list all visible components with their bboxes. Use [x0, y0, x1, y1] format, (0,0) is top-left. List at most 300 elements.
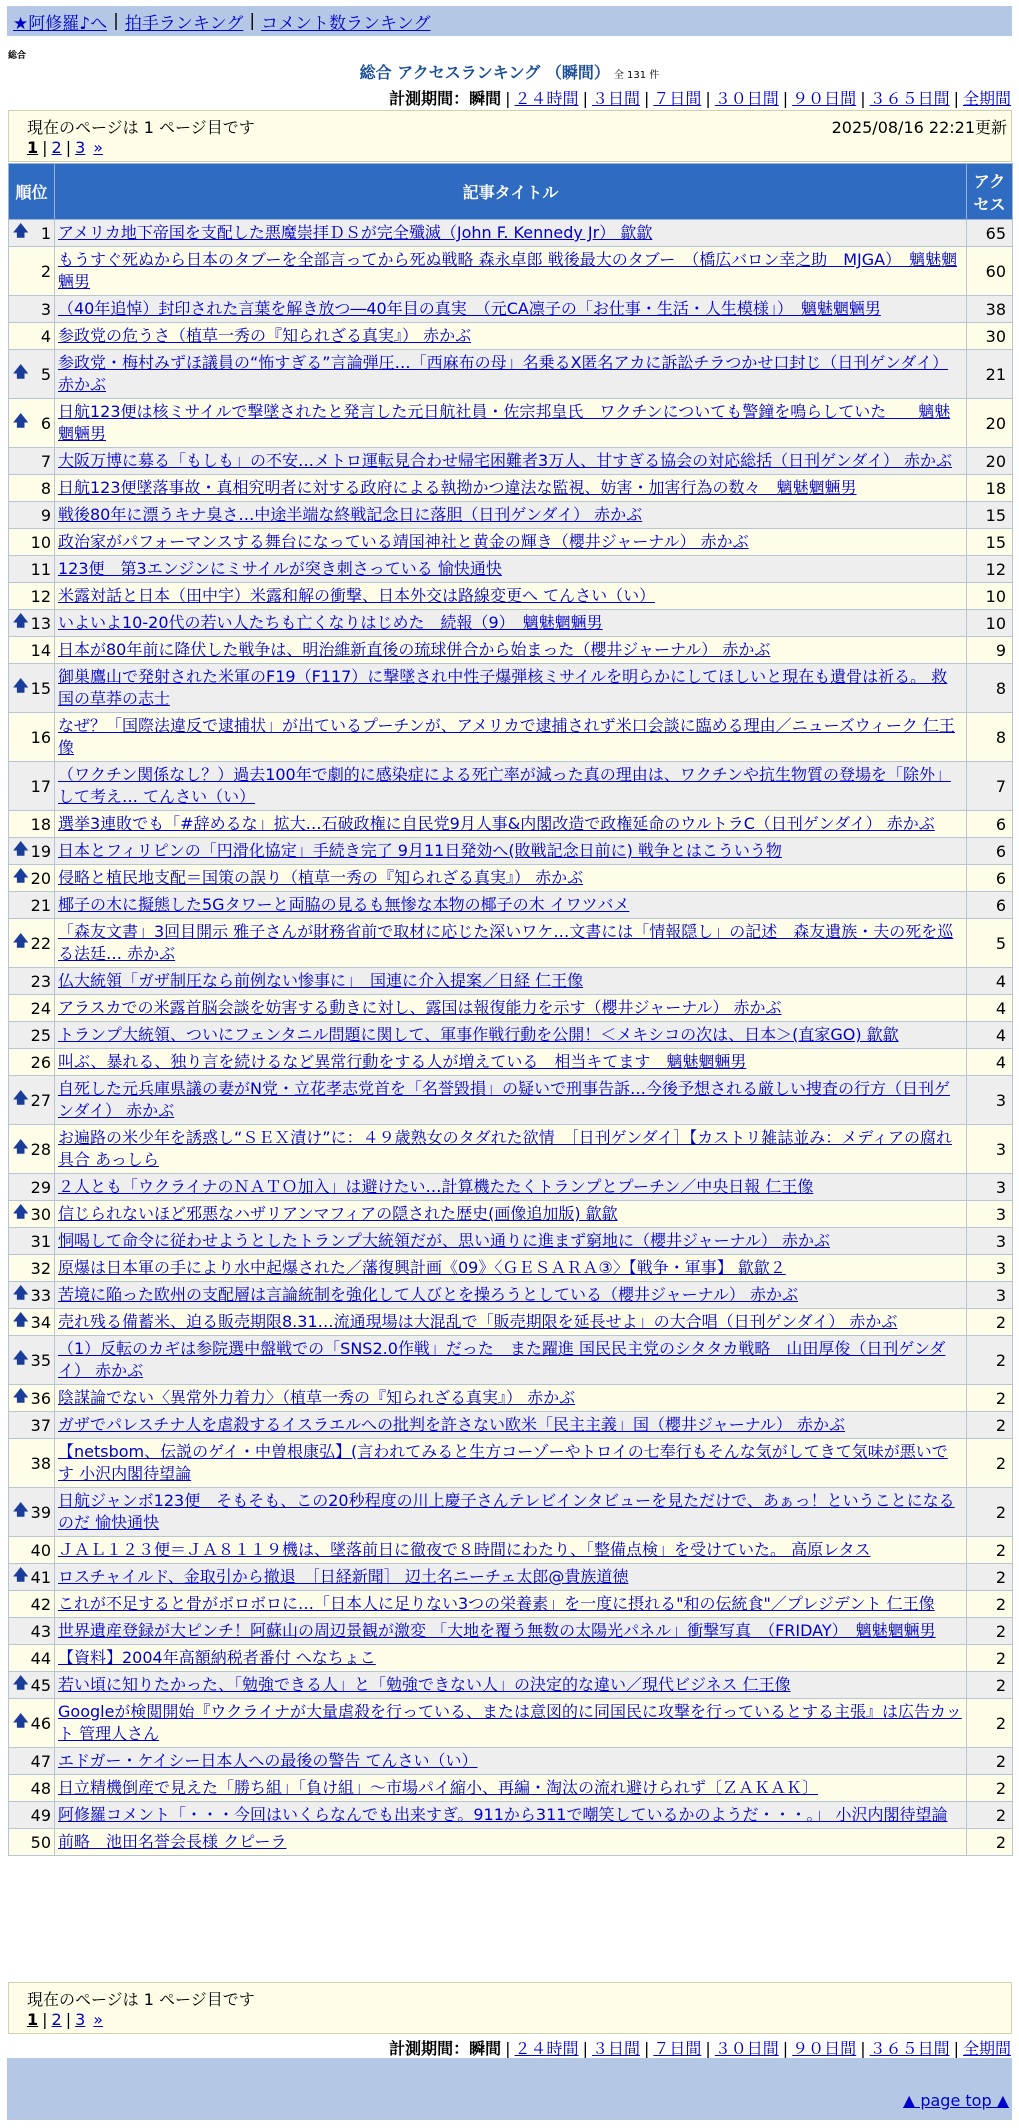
access-count: 2: [967, 1412, 1013, 1439]
article-link[interactable]: 仏大統領「ガザ制圧なら前例ない惨事に」 国連に介入提案／日経 仁王像: [58, 971, 584, 990]
article-link[interactable]: 123便 第3エンジンにミサイルが突き刺さっている 愉快通快: [58, 559, 502, 578]
page-separator: |: [65, 138, 72, 157]
access-count: 2: [967, 1618, 1013, 1645]
rank-up-arrow-icon: 🡅: [13, 1088, 29, 1107]
rank-cell: [9, 762, 55, 811]
table-row: [9, 865, 1013, 892]
page-links: [27, 2010, 103, 2029]
access-count: 3: [967, 1228, 1013, 1255]
table-row: [9, 713, 1013, 762]
article-link[interactable]: ガザでパレスチナ人を虐殺するイスラエルへの批判を許さない欧米「民主主義」国（櫻井ジャーナル） 赤かぶ: [58, 1415, 846, 1434]
article-link[interactable]: （ワクチン関係なし？）過去100年で劇的に感染症による死亡率が減った真の理由は、ワクチンや抗生物質の登場を「除外」して考え… てんさい（い）: [58, 765, 951, 806]
title-cell: [55, 1282, 967, 1309]
rank-cell: [9, 247, 55, 296]
access-count: 3: [967, 1076, 1013, 1125]
article-link[interactable]: 世界遺産登録が大ピンチ！阿蘇山の周辺景観が激変 「大地を覆う無数の太陽光パネル」衝撃写真 （FRIDAY） 魑魅魍魎男: [58, 1621, 936, 1640]
next-page-link[interactable]: »: [93, 2010, 104, 2029]
title-cell: [55, 1802, 967, 1829]
article-link[interactable]: （1）反転のカギは参院選中盤戦での「SNS2.0作戦」だった また躍進 国民民主党のシタタカ戦略 山田厚俊（日刊ゲンダイ） 赤かぶ: [58, 1339, 946, 1380]
rank-cell: [9, 1282, 55, 1309]
period-option-link[interactable]: 全期間: [962, 89, 1011, 108]
nav-separator: |: [249, 11, 256, 31]
rank-up-arrow-icon: 🡅: [13, 611, 29, 630]
article-link[interactable]: 信じられないほど邪悪なハザリアンマフィアの隠された歴史(画像追加版) 歙歙: [58, 1204, 618, 1223]
table-row: [9, 475, 1013, 502]
period-separator: |: [860, 89, 866, 108]
article-link[interactable]: （40年追悼）封印された言葉を解き放つ―40年目の真実 （元CA凛子の「お仕事・生活・人生模様」） 魑魅魍魎男: [58, 299, 881, 318]
rank-number: 40: [30, 1540, 51, 1560]
article-link[interactable]: 椰子の木に擬態した5Gタワーと両脇の見るも無惨な本物の椰子の木 イワツバメ: [58, 895, 630, 914]
rank-number: 15: [30, 678, 51, 698]
title-cell: [55, 995, 967, 1022]
table-row: [9, 502, 1013, 529]
rank-number: 6: [40, 413, 51, 433]
table-row: [9, 1591, 1013, 1618]
article-link[interactable]: アラスカでの米露首脳会談を妨害する動きに対し、露国は報復能力を示す（櫻井ジャーナル） 赤かぶ: [58, 998, 782, 1017]
article-link[interactable]: 【資料】2004年高額納税者番付 へなちょこ: [58, 1648, 376, 1667]
category-label: 総合: [8, 51, 27, 61]
access-count: 4: [967, 1049, 1013, 1076]
table-row: [9, 220, 1013, 247]
access-count: 2: [967, 1591, 1013, 1618]
rank-number: 50: [30, 1832, 51, 1852]
article-link[interactable]: 選挙3連敗でも「#辞めるな」拡大…石破政権に自民党9月人事&内閣改造で政権延命のウルトラC（日刊ゲンダイ） 赤かぶ: [58, 814, 935, 833]
page-current: 1: [27, 2010, 39, 2029]
rank-number: 35: [30, 1350, 51, 1370]
table-row: [9, 1488, 1013, 1537]
title-cell: [55, 583, 967, 610]
rank-number: 4: [40, 326, 51, 346]
article-link[interactable]: トランプ大統領、ついにフェンタニル問題に関して、軍事作戦行動を公開！＜メキシコの次は、日本＞(直家GO) 歙歙: [58, 1025, 899, 1044]
rank-up-arrow-icon: 🡅: [13, 676, 29, 695]
title-cell: [55, 1201, 967, 1228]
rank-cell: [9, 448, 55, 475]
article-link[interactable]: アメリカ地下帝国を支配した悪魔崇拝ＤＳが完全殲滅（John F. Kennedy Jr） 歙歙: [58, 223, 653, 242]
access-count: 6: [967, 838, 1013, 865]
title-cell: [55, 1618, 967, 1645]
rank-number: 18: [30, 814, 51, 834]
rank-cell: [9, 556, 55, 583]
period-separator: |: [582, 2039, 588, 2058]
period-option-current: 瞬間: [469, 89, 502, 108]
current-page-text: 現在のページは 1 ページ目です: [27, 118, 255, 137]
table-row: [9, 247, 1013, 296]
rank-number: 32: [30, 1258, 51, 1278]
period-separator: |: [705, 89, 711, 108]
article-link[interactable]: 若い頃に知りたかった、「勉強できる人」と「勉強できない人」の決定的な違い／現代ビジネス 仁王像: [58, 1675, 791, 1694]
article-link[interactable]: 陰謀論でない〈異常外力着力〉（植草一秀の『知られざる真実』） 赤かぶ: [58, 1388, 576, 1407]
access-count: 2: [967, 1775, 1013, 1802]
period-separator: |: [643, 89, 650, 108]
article-link[interactable]: 日立精機倒産で見えた「勝ち組」「負け組」～市場パイ縮小、再編・淘汰の流れ避けられず〔ＺＡＫＡＫ〕: [58, 1778, 819, 1797]
period-separator: |: [505, 89, 511, 108]
access-count: 2: [967, 1672, 1013, 1699]
period-option-link[interactable]: ３日間: [591, 2039, 640, 2058]
table-row: [9, 1228, 1013, 1255]
article-link[interactable]: ２人とも「ウクライナのＮＡＴＯ加入」は避けたい…計算機たたくトランプとプーチン／中央日報 仁王像: [58, 1177, 814, 1196]
article-link[interactable]: 日本が80年前に降伏した戦争は、明治維新直後の琉球併合から始まった（櫻井ジャーナル） 赤かぶ: [58, 640, 771, 659]
rank-cell: [9, 838, 55, 865]
period-option-link[interactable]: ３日間: [591, 89, 640, 108]
access-count: 2: [967, 1336, 1013, 1385]
rank-cell: [9, 1488, 55, 1537]
title-cell: [55, 502, 967, 529]
period-separator: |: [953, 89, 959, 108]
table-row: [9, 811, 1013, 838]
period-option-link[interactable]: ３６５日間: [869, 89, 950, 108]
rank-number: 25: [30, 1025, 51, 1045]
rank-cell: [9, 1336, 55, 1385]
rank-cell: [9, 583, 55, 610]
access-count: 15: [967, 502, 1013, 529]
table-row: [9, 1385, 1013, 1412]
table-row: [9, 1022, 1013, 1049]
rank-number: 36: [30, 1388, 51, 1408]
home-link[interactable]: ★阿修羅♪へ: [13, 13, 108, 34]
nav-separator: |: [113, 11, 119, 31]
title-cell: [55, 811, 967, 838]
access-count: 3: [967, 1201, 1013, 1228]
table-row: [9, 448, 1013, 475]
article-link[interactable]: お遍路の米少年を誘惑し“ＳＥＸ漬け”に：４９歳熟女のタダれた欲情 ［日刊ゲンダイ］【カストリ雑誌並み：メディアの腐れ具合 あっしら: [58, 1128, 953, 1169]
table-row: [9, 995, 1013, 1022]
access-count: 2: [967, 1802, 1013, 1829]
rank-up-arrow-icon: 🡅: [13, 1348, 29, 1367]
article-link[interactable]: 【netsbom、伝説のゲイ・中曽根康弘】(言われてみると生方コーゾーやトロイの七奉行もそんな気がしてきて気味が悪いです 小沢内閣待望論: [58, 1442, 948, 1483]
rank-up-arrow-icon: 🡅: [13, 1673, 29, 1692]
rank-cell: [9, 713, 55, 762]
access-count: 9: [967, 637, 1013, 664]
rank-number: 22: [30, 933, 51, 953]
article-link[interactable]: 参政党・梅村みずほ議員の“怖すぎる”言論弾圧…「西麻布の母」名乗るX匿名アカに訴訟チラつかせ口封じ（日刊ゲンダイ） 赤かぶ: [58, 353, 949, 394]
rank-number: 7: [40, 451, 51, 471]
article-link[interactable]: 自死した元兵庫県議の妻がN党・立花孝志党首を「名誉毀損」の疑いで刑事告訴…今後予想される厳しい捜査の行方（日刊ゲンダイ） 赤かぶ: [58, 1079, 950, 1120]
title-cell: [55, 664, 967, 713]
rank-up-arrow-icon: 🡅: [13, 1711, 29, 1730]
title-cell: [55, 1829, 967, 1856]
rank-cell: [9, 1022, 55, 1049]
access-count: 12: [967, 556, 1013, 583]
title-cell: [55, 1309, 967, 1336]
rank-number: 42: [30, 1594, 51, 1614]
article-link[interactable]: 売れ残る備蓄米、迫る販売期限8.31…流通現場は大混乱で「販売期限を延長せよ」の大合唱（日刊ゲンダイ） 赤かぶ: [58, 1312, 898, 1331]
article-link[interactable]: これが不足すると骨がボロボロに…「日本人に足りない3つの栄養素」を一度に摂れる"和の伝統食"／プレジデント 仁王像: [58, 1594, 935, 1613]
rank-up-arrow-icon: 🡅: [13, 1137, 29, 1156]
access-count: 38: [967, 296, 1013, 323]
period-label: 計測期間：: [389, 89, 470, 108]
title-cell: [55, 919, 967, 968]
access-count: 6: [967, 865, 1013, 892]
period-selector-bottom: [389, 2036, 1011, 2059]
clap-ranking-link[interactable]: 拍手ランキング: [124, 13, 244, 34]
article-link[interactable]: もうすぐ死ぬから日本のタブーを全部言ってから死ぬ戦略 森永卓郎 戦後最大のタブー （橋広バロン幸之助 MJGA） 魑魅魍魎男: [58, 250, 958, 291]
article-link[interactable]: いよいよ10-20代の若い人たちも亡くなりはじめた 続報（9） 魑魅魍魎男: [58, 613, 603, 632]
rank-number: 1: [40, 223, 51, 243]
article-link[interactable]: 御巣鷹山で発射された米軍のF19（F117）に撃墜され中性子爆弾核ミサイルを明らかにしてほしいと現在も遺骨は祈る。 救国の草莽の志士: [58, 667, 948, 708]
access-count: 18: [967, 475, 1013, 502]
rank-cell: [9, 1748, 55, 1775]
access-count: 4: [967, 995, 1013, 1022]
rank-number: 34: [30, 1312, 51, 1332]
period-option-link[interactable]: 全期間: [962, 2039, 1011, 2058]
table-row: [9, 919, 1013, 968]
rank-cell: [9, 399, 55, 448]
table-row: [9, 1618, 1013, 1645]
rank-cell: [9, 610, 55, 637]
rank-cell: [9, 1564, 55, 1591]
rank-cell: [9, 919, 55, 968]
period-selector-top: [389, 86, 1011, 109]
title-cell: [55, 1385, 967, 1412]
rank-up-arrow-icon: 🡅: [13, 866, 29, 885]
table-row: [9, 323, 1013, 350]
access-count: 6: [967, 892, 1013, 919]
rank-number: 8: [40, 478, 51, 498]
rank-cell: [9, 1829, 55, 1856]
period-separator: |: [860, 2039, 866, 2058]
rank-number: 31: [30, 1231, 51, 1251]
title-cell: [55, 1076, 967, 1125]
title-cell: [55, 1488, 967, 1537]
table-row: [9, 296, 1013, 323]
access-count: 2: [967, 1488, 1013, 1537]
table-row: [9, 1802, 1013, 1829]
rank-number: 49: [30, 1805, 51, 1825]
rank-number: 33: [30, 1285, 51, 1305]
title-cell: [55, 1439, 967, 1488]
table-row: [9, 664, 1013, 713]
access-count: 2: [967, 1309, 1013, 1336]
article-link[interactable]: 阿修羅コメント「・・・今回はいくらなんでも出来すぎ。911から311で嘲笑しているかのようだ・・・。」 小沢内閣待望論: [58, 1805, 948, 1824]
article-link[interactable]: 日本とフィリピンの「円滑化協定」手続き完了 9月11日発効へ(敗戦記念日前に) 戦争とはこういう物: [58, 841, 782, 860]
access-count: 2: [967, 1829, 1013, 1856]
access-count: 3: [967, 1125, 1013, 1174]
access-count: 3: [967, 1174, 1013, 1201]
rank-number: 47: [30, 1751, 51, 1771]
access-count: 2: [967, 1564, 1013, 1591]
pager-bottom: [8, 1982, 1012, 2034]
title-cell: [55, 247, 967, 296]
rank-number: 5: [40, 364, 51, 384]
period-option-link[interactable]: ２４時間: [514, 89, 579, 108]
rank-cell: [9, 1775, 55, 1802]
table-row: [9, 1201, 1013, 1228]
rank-number: 16: [30, 727, 51, 747]
table-row: [9, 1748, 1013, 1775]
rank-number: 48: [30, 1778, 51, 1798]
rank-number: 39: [30, 1502, 51, 1522]
page-links: [27, 138, 103, 157]
title-cell: [55, 1228, 967, 1255]
article-link[interactable]: 政治家がパフォーマンスする舞台になっている靖国神社と黄金の輝き（櫻井ジャーナル） 赤かぶ: [58, 532, 749, 551]
rank-cell: [9, 1618, 55, 1645]
title-cell: [55, 1412, 967, 1439]
period-option-link[interactable]: ３０日間: [714, 89, 779, 108]
page-link[interactable]: 2: [51, 2010, 62, 2029]
pager-top: [8, 110, 1012, 162]
footer-bar: [7, 2058, 1012, 2120]
rank-number: 10: [30, 532, 51, 552]
ranking-table: [8, 163, 1013, 1856]
period-option-link[interactable]: ３６５日間: [869, 2039, 950, 2058]
title-cell: [55, 968, 967, 995]
rank-number: 23: [30, 971, 51, 991]
article-link[interactable]: 苦境に陥った欧州の支配層は言論統制を強化して人びとを操ろうとしている（櫻井ジャーナル） 赤かぶ: [58, 1285, 798, 1304]
rank-number: 12: [30, 586, 51, 606]
table-row: [9, 1775, 1013, 1802]
rank-up-arrow-icon: 🡅: [13, 1386, 29, 1405]
access-count: 8: [967, 713, 1013, 762]
article-link[interactable]: 日航123便は核ミサイルで撃墜されたと発言した元日航社員・佐宗邦皇氏 ワクチンについても警鐘を鳴らしていた 魑魅魍魎男: [58, 402, 951, 443]
period-option-link[interactable]: ７日間: [653, 89, 702, 108]
table-row: [9, 1564, 1013, 1591]
rank-cell: [9, 529, 55, 556]
rank-number: 11: [30, 559, 51, 579]
access-count: 20: [967, 399, 1013, 448]
rank-cell: [9, 865, 55, 892]
period-separator: |: [782, 2039, 789, 2058]
access-count: 2: [967, 1537, 1013, 1564]
access-header: アクセス: [967, 164, 1013, 220]
title-cell: [55, 762, 967, 811]
access-count: 8: [967, 664, 1013, 713]
title-cell: [55, 1174, 967, 1201]
article-link[interactable]: 前略 池田名誉会長様 クピーラ: [58, 1832, 287, 1851]
rank-cell: [9, 1802, 55, 1829]
title-cell: [55, 1125, 967, 1174]
rank-cell: [9, 1076, 55, 1125]
rank-cell: [9, 323, 55, 350]
article-link[interactable]: ロスチャイルド、金取引から撤退 ［日経新聞］ 辺土名ニーチェ太郎@貴族道徳: [58, 1567, 629, 1586]
updated-timestamp: 2025/08/16 22:21更新: [831, 118, 1007, 137]
article-link[interactable]: 大阪万博に募る「もしも」の不安…メトロ運転見合わせ帰宅困難者3万人、甘すぎる協会の対応総括（日刊ゲンダイ） 赤かぶ: [58, 451, 952, 470]
rank-cell: [9, 968, 55, 995]
article-link[interactable]: 戦後80年に漂うキナ臭さ…中途半端な終戦記念日に落胆（日刊ゲンダイ） 赤かぶ: [58, 505, 643, 524]
rank-cell: [9, 1125, 55, 1174]
rank-number: 30: [30, 1204, 51, 1224]
rank-up-arrow-icon: 🡅: [13, 839, 29, 858]
title-cell: [55, 1748, 967, 1775]
rank-number: 43: [30, 1621, 51, 1641]
period-option-link[interactable]: ２４時間: [514, 2039, 579, 2058]
period-separator: |: [953, 2039, 959, 2058]
rank-cell: [9, 1591, 55, 1618]
page-top-link[interactable]: ▲ page top ▲: [902, 2091, 1009, 2110]
next-page-link[interactable]: »: [93, 138, 104, 157]
table-row: [9, 1672, 1013, 1699]
rank-up-arrow-icon: 🡅: [13, 1565, 29, 1584]
title-cell: [55, 296, 967, 323]
title-cell: [55, 529, 967, 556]
rank-cell: [9, 1439, 55, 1488]
article-link[interactable]: 「森友文書」3回目開示 雅子さんが財務省前で取材に応じた深いワケ…文書には「情報隠し」の記述 森友遺族・夫の死を巡る法廷… 赤かぶ: [58, 922, 954, 963]
title-cell: [55, 838, 967, 865]
rank-number: 13: [30, 613, 51, 633]
title-cell: [55, 713, 967, 762]
rank-cell: [9, 1174, 55, 1201]
period-option-current: 瞬間: [469, 2039, 502, 2058]
rank-number: 37: [30, 1415, 51, 1435]
access-count: 2: [967, 1439, 1013, 1488]
rank-cell: [9, 1645, 55, 1672]
table-row: [9, 1255, 1013, 1282]
rank-number: 17: [30, 776, 51, 796]
access-count: 6: [967, 811, 1013, 838]
title-cell: [55, 1672, 967, 1699]
title-cell: [55, 1775, 967, 1802]
access-count: 3: [967, 1255, 1013, 1282]
period-separator: |: [643, 2039, 650, 2058]
article-link[interactable]: 侵略と植民地支配＝国策の誤り（植草一秀の『知られざる真実』） 赤かぶ: [58, 868, 584, 887]
rank-number: 14: [30, 640, 51, 660]
comment-ranking-link[interactable]: コメント数ランキング: [261, 13, 431, 34]
rank-number: 27: [30, 1090, 51, 1110]
access-count: 3: [967, 1282, 1013, 1309]
access-count: 7: [967, 762, 1013, 811]
article-link[interactable]: 原爆は日本軍の手により水中起爆された／藩復興計画《09》〈ＧＥＳＡＲＡ③〉【戦争・軍事】 歙歙２: [58, 1258, 786, 1277]
article-link[interactable]: 日航123便墜落事故・真相究明者に対する政府による執拗かつ違法な監視、妨害・加害行為の数々 魑魅魍魎男: [58, 478, 857, 497]
page-link[interactable]: 3: [75, 138, 86, 157]
title-cell: [55, 399, 967, 448]
article-link[interactable]: Googleが検閲開始『ウクライナが大量虐殺を行っている、または意図的に同国民に攻撃を行っているとする主張』は広告カット 管理人さん: [58, 1702, 962, 1743]
title-cell: [55, 475, 967, 502]
article-link[interactable]: 日航ジャンボ123便 そもそも、この20秒程度の川上慶子さんテレビインタビューを見ただけで、あぁっ！ということになるのだ 愉快通快: [58, 1491, 955, 1532]
table-row: [9, 1699, 1013, 1748]
rank-up-arrow-icon: 🡅: [13, 362, 29, 381]
access-count: 65: [967, 220, 1013, 247]
access-count: 2: [967, 1699, 1013, 1748]
rank-cell: [9, 220, 55, 247]
title-cell: [55, 892, 967, 919]
rank-header: 順位: [9, 164, 55, 220]
rank-number: 2: [40, 261, 51, 281]
table-row: [9, 1049, 1013, 1076]
rank-cell: [9, 1255, 55, 1282]
title-cell: [55, 1537, 967, 1564]
period-label: 計測期間：: [389, 2039, 470, 2058]
rank-number: 29: [30, 1177, 51, 1197]
access-count: 10: [967, 583, 1013, 610]
table-row: [9, 1439, 1013, 1488]
article-link[interactable]: 恫喝して命令に従わせようとしたトランプ大統領だが、思い通りに進まず窮地に（櫻井ジャーナル） 赤かぶ: [58, 1231, 830, 1250]
period-option-link[interactable]: ３０日間: [714, 2039, 779, 2058]
rank-number: 44: [30, 1648, 51, 1668]
rank-cell: [9, 350, 55, 399]
period-option-link[interactable]: ９０日間: [792, 2039, 857, 2058]
rank-up-arrow-icon: 🡅: [13, 931, 29, 950]
article-link[interactable]: 参政党の危うさ（植草一秀の『知られざる真実』） 赤かぶ: [58, 326, 472, 345]
rank-cell: [9, 1385, 55, 1412]
table-row: [9, 1412, 1013, 1439]
rank-cell: [9, 502, 55, 529]
article-link[interactable]: 叫ぶ、暴れる、独り言を続けるなど異常行動をする人が増えている 相当キてます 魑魅魍魎男: [58, 1052, 747, 1071]
article-link[interactable]: エドガー・ケイシー日本人への最後の警告 てんさい（い）: [58, 1751, 478, 1770]
rank-cell: [9, 296, 55, 323]
rank-number: 38: [30, 1453, 51, 1473]
period-option-link[interactable]: ７日間: [653, 2039, 702, 2058]
article-link[interactable]: ＪＡＬ１２３便＝ＪＡ８１１９機は、墜落前日に徹夜で８時間にわたり、「整備点検」を受けていた。 高原レタス: [58, 1540, 871, 1559]
table-row: [9, 556, 1013, 583]
title-cell: [55, 1049, 967, 1076]
article-link[interactable]: なぜ？「国際法違反で逮捕状」が出ているプーチンが、アメリカで逮捕されず米口会談に臨める理由／ニューズウィーク 仁王像: [58, 716, 955, 757]
article-link[interactable]: 米露対話と日本（田中宇）米露和解の衝撃、日本外交は路線変更へ てんさい（い）: [58, 586, 656, 605]
rank-cell: [9, 811, 55, 838]
page-link[interactable]: 3: [75, 2010, 86, 2029]
title-cell: [55, 448, 967, 475]
period-option-link[interactable]: ９０日間: [792, 89, 857, 108]
page-link[interactable]: 2: [51, 138, 62, 157]
rank-up-arrow-icon: 🡅: [13, 1500, 29, 1519]
